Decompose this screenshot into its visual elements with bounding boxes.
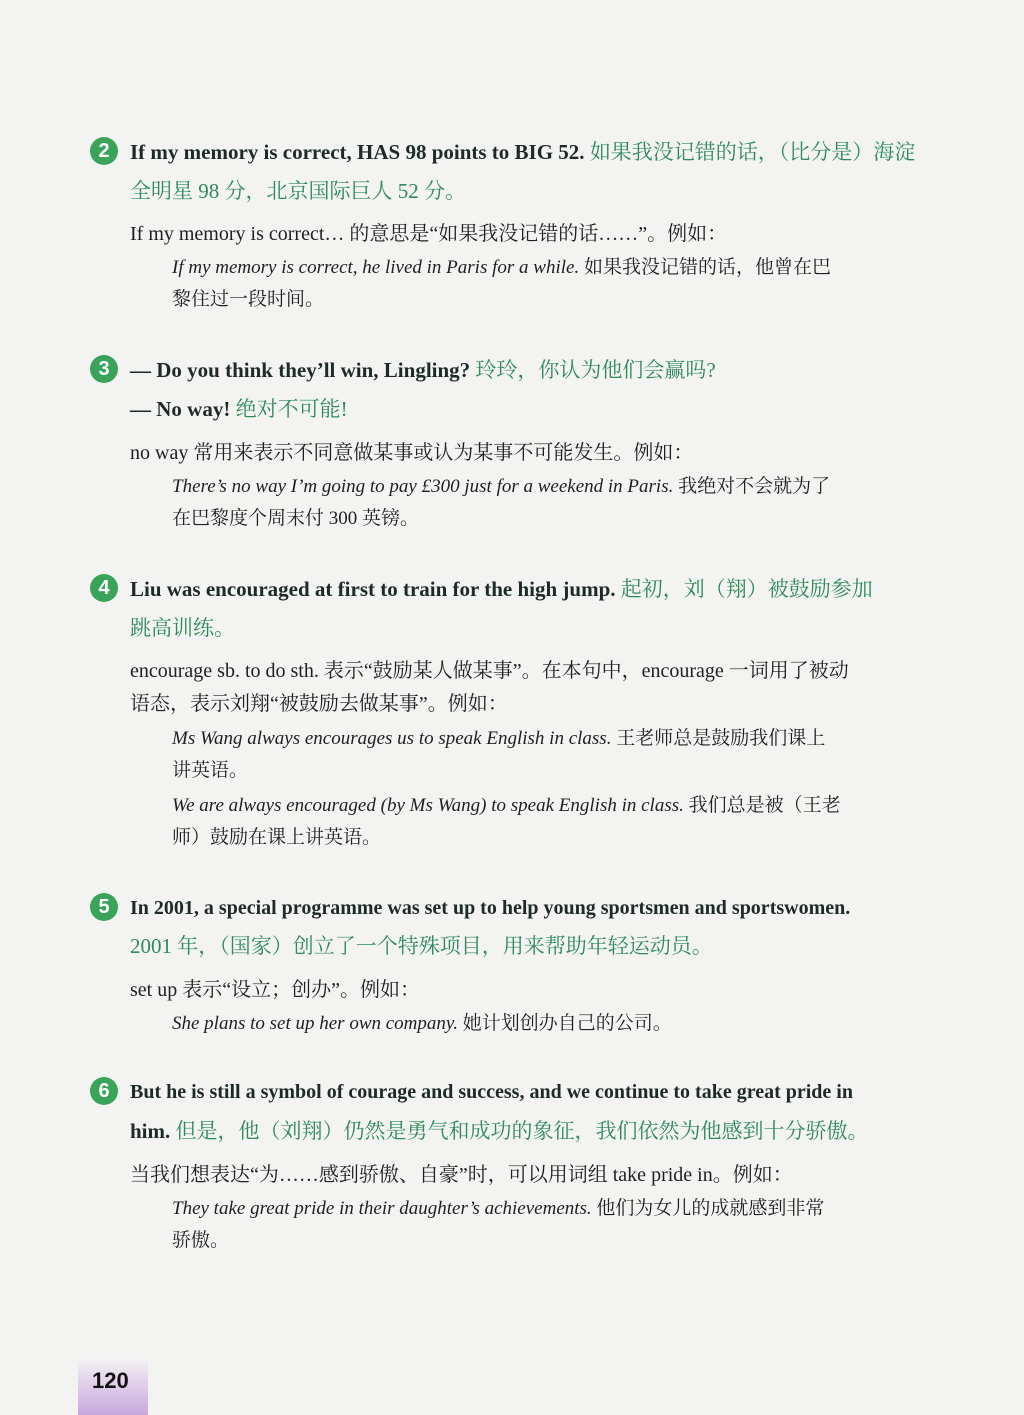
example-chinese-continued: 在巴黎度个周末付 300 英镑。 [172,508,420,529]
heading-chinese-continued: 全明星 98 分，北京国际巨人 52 分。 [130,179,466,203]
example-chinese: 我绝对不会就为了 [678,476,831,497]
section-number-badge: 3 [90,355,118,383]
section-number-badge: 4 [90,574,118,602]
dialog-line-1 [130,355,716,385]
heading-english: Liu was encouraged at first to train for the high jump. [130,577,616,601]
example-chinese: 她计划创办自己的公司。 [462,1013,672,1034]
example-sentence [172,253,831,283]
heading-chinese: 起初，刘（翔）被鼓励参加 [620,577,873,601]
heading-chinese: 如果我没记错的话，（比分是）海淀 [589,140,916,164]
heading-english: In 2001, a special programme was set up to help young sportsmen and sportswomen. [130,897,851,919]
example-sentence [172,1009,672,1039]
section-number-badge: 2 [90,137,118,165]
dialog-chinese: 绝对不可能! [235,397,348,421]
section-heading [130,574,873,604]
section-heading-continued [130,1116,869,1146]
explanation-text: 当我们想表达“为……感到骄傲、自豪”时，可以用词组 take pride in。例如： [130,1164,793,1186]
example-english: They take great pride in their daughter’s achievements. [172,1198,592,1219]
page-number: 120 [92,1368,129,1393]
explanation-text: no way 常用来表示不同意做某事或认为某事不可能发生。例如： [130,442,694,464]
example-chinese: 我们总是被（王老 [688,795,841,816]
example-english: Ms Wang always encourages us to speak English in class. [172,728,612,749]
heading-chinese: 但是，他（刘翔）仍然是勇气和成功的象征，我们依然为他感到十分骄傲。 [175,1119,869,1143]
explanation-text: If my memory is correct… 的意思是“如果我没记错的话……”。例如： [130,223,728,245]
example-english: We are always encouraged (by Ms Wang) to speak English in class. [172,795,684,816]
dialog-english: — Do you think they’ll win, Lingling? [130,358,471,382]
example-chinese-continued: 骄傲。 [172,1230,230,1251]
example-sentence [172,472,830,502]
example-chinese: 他们为女儿的成就感到非常 [596,1198,825,1219]
section-heading [130,137,915,167]
example-sentence [172,1194,824,1224]
example-chinese-continued: 师）鼓励在课上讲英语。 [172,827,382,848]
example-english: If my memory is correct, he lived in Paris for a while. [172,257,580,278]
explanation-text: encourage sb. to do sth. 表示“鼓励某人做某事”。在本句中，encourage 一词用了被动 [130,660,849,682]
section-number-badge: 5 [90,893,118,921]
dialog-line-2 [130,394,348,424]
dialog-english: — No way! [130,397,231,421]
example-chinese: 王老师总是鼓励我们课上 [616,728,826,749]
heading-chinese: 2001 年，（国家）创立了一个特殊项目，用来帮助年轻运动员。 [130,934,713,958]
example-chinese-continued: 黎住过一段时间。 [172,289,325,310]
heading-english: If my memory is correct, HAS 98 points to BIG 52. [130,140,585,164]
explanation-text-continued: 语态，表示刘翔“被鼓励去做某事”。例如： [130,693,508,715]
example-chinese-continued: 讲英语。 [172,760,249,781]
heading-english-continued: him. [130,1119,171,1143]
dialog-chinese: 玲玲，你认为他们会赢吗? [475,358,716,382]
example-english: There’s no way I’m going to pay £300 just for a weekend in Paris. [172,476,674,497]
example-english: She plans to set up her own company. [172,1013,459,1034]
heading-chinese-continued: 跳高训练。 [130,616,235,640]
heading-english: But he is still a symbol of courage and success, and we continue to take great pride in [130,1081,853,1103]
example-sentence [172,791,841,821]
example-sentence [172,724,825,754]
example-chinese: 如果我没记错的话，他曾在巴 [583,257,831,278]
page-number-tab [78,1358,148,1415]
section-number-badge: 6 [90,1077,118,1105]
explanation-text: set up 表示“设立；创办”。例如： [130,979,420,1001]
